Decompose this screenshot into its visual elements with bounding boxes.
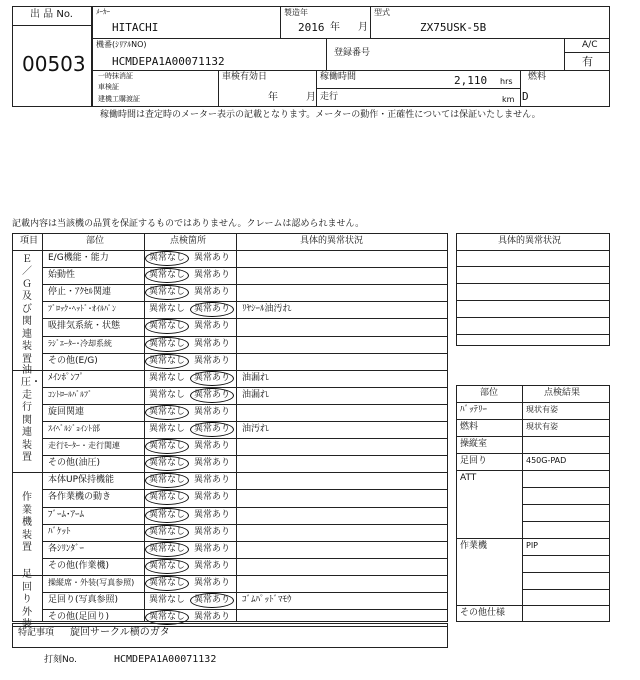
abnormal-selected-circle (190, 371, 234, 386)
grid-line (522, 504, 610, 505)
option-abnormal: 異常あり (194, 270, 231, 281)
grid-line (456, 470, 610, 471)
result-part: ﾊﾞｯﾃﾘｰ (460, 405, 488, 415)
col-header-check: 点検箇所 (170, 236, 207, 246)
result-value: PIP (526, 541, 539, 550)
grid-line (456, 419, 610, 420)
grid-line (42, 318, 448, 319)
option-abnormal: 異常あり (194, 509, 231, 520)
grid-line (42, 541, 448, 542)
inspection-year-unit: 年 (268, 92, 278, 103)
grid-line (42, 267, 448, 268)
part-label: ﾊﾞｹｯﾄ (48, 526, 71, 537)
option-normal: 異常なし (149, 509, 186, 520)
disclaimer-text: 記載内容は当該機の品質を保証するものではありません。クレームは認められません。 (12, 219, 365, 229)
grid-line (42, 507, 448, 508)
normal-selected-circle (145, 337, 189, 352)
grid-line (42, 455, 448, 456)
option-normal: 異常なし (149, 560, 186, 571)
option-normal: 異常なし (149, 253, 186, 263)
grid-line (12, 250, 448, 251)
normal-selected-circle (145, 508, 189, 523)
normal-selected-circle (145, 268, 189, 283)
option-abnormal: 異常あり (194, 560, 231, 571)
result-part: ATT (460, 473, 477, 483)
option-normal: 異常なし (149, 492, 186, 503)
result-value: 450G-PAD (526, 456, 567, 465)
grid-line (42, 353, 448, 354)
construction-machine-cert: 建機工購渡証 (98, 95, 140, 103)
grid-line (42, 301, 448, 302)
grid-line (456, 453, 610, 454)
mileage-unit: km (502, 95, 515, 104)
grid-line (12, 370, 448, 371)
grid-line (42, 336, 448, 337)
option-abnormal: 異常あり (194, 338, 231, 349)
grid-line (456, 605, 610, 606)
option-abnormal: 異常あり (194, 543, 231, 554)
part-label: 走行ﾓｰﾀｰ・走行関連 (48, 441, 120, 451)
serial-label: 機番(ｼﾘｱﾙNO) (96, 40, 147, 49)
grid-line (522, 572, 610, 573)
option-abnormal: 異常あり (194, 595, 231, 605)
grid-line (42, 489, 448, 490)
ac-label: A/C (582, 40, 598, 50)
grid-line (42, 558, 448, 559)
group-title: 油圧・走行関連装置 (21, 364, 41, 464)
grid-line (522, 487, 610, 488)
grid-line (456, 250, 610, 251)
option-abnormal: 異常あり (194, 526, 231, 537)
model-label: 型式 (374, 8, 390, 17)
part-label: 各作業機の動き (48, 492, 112, 503)
option-normal: 異常なし (149, 458, 186, 469)
right-detail-header: 具体的異常状況 (498, 236, 562, 246)
option-normal: 異常なし (149, 304, 186, 315)
abnormal-detail: 油汚れ (242, 424, 270, 434)
part-label: 本体UP保持機能 (48, 475, 115, 486)
grid-line (522, 555, 610, 556)
maker-label: ﾒｰｶｰ (96, 8, 110, 16)
option-abnormal: 異常あり (194, 424, 231, 434)
result-col-result: 点検結果 (544, 388, 581, 398)
lot-label: 出 品 No. (30, 9, 73, 20)
option-abnormal: 異常あり (194, 475, 231, 486)
col-header-part: 部位 (86, 236, 105, 246)
part-label: 停止・ｱｸｾﾙ関連 (48, 287, 112, 298)
option-normal: 異常なし (149, 321, 186, 332)
option-normal: 異常なし (149, 526, 186, 537)
normal-selected-circle (145, 405, 189, 420)
normal-selected-circle (145, 251, 189, 266)
grid-line (522, 521, 610, 522)
abnormal-detail: 油漏れ (242, 389, 270, 400)
grid-line (456, 317, 610, 318)
part-label: ﾌﾞｰﾑ･ｱｰﾑ (48, 509, 85, 520)
col-header-item: 項目 (20, 236, 39, 246)
part-label: その他(油圧) (48, 458, 101, 469)
grid-line (42, 421, 448, 422)
result-value: 現状有姿 (526, 405, 558, 414)
grid-line (456, 402, 610, 403)
normal-selected-circle (145, 542, 189, 557)
grid-line (12, 472, 448, 473)
hours-unit: hrs (500, 77, 513, 86)
abnormal-selected-circle (190, 593, 234, 608)
grid-line (456, 334, 610, 335)
stamp-label: 打刻No. (44, 655, 77, 665)
option-abnormal: 異常あり (194, 372, 231, 383)
normal-selected-circle (145, 354, 189, 369)
part-label: 足回り(写真参照) (48, 595, 119, 605)
grid-line (236, 233, 237, 622)
normal-selected-circle (145, 525, 189, 540)
option-normal: 異常なし (149, 595, 186, 605)
year-unit: 年 (330, 22, 340, 33)
hours-value: 2,110 (454, 74, 488, 87)
grid-line (456, 538, 610, 539)
result-part: 足回り (460, 456, 488, 466)
option-abnormal: 異常あり (194, 253, 231, 263)
abnormal-detail: ｺﾞﾑﾊﾟｯﾄﾞﾏﾓｳ (242, 595, 292, 605)
option-abnormal: 異常あり (194, 287, 231, 298)
ac-value: 有 (582, 55, 593, 68)
grid-line (42, 404, 448, 405)
model-value: ZX75USK-5B (420, 21, 487, 34)
part-label: ｽｲﾍﾞﾙｼﾞｮｲﾝﾄ部 (48, 424, 100, 433)
option-normal: 異常なし (149, 424, 186, 434)
year-value: 2016 (298, 21, 325, 34)
part-label: 各ｼﾘﾝﾀﾞｰ (48, 543, 85, 554)
lot-value: 00503 (22, 52, 86, 76)
part-label: 操縦席・外装(写真参照) (48, 577, 135, 587)
year-label: 製造年 (284, 8, 308, 17)
vehicle-inspection-cert: 車検証 (98, 83, 119, 91)
normal-selected-circle (145, 576, 189, 591)
abnormal-detail: ﾘﾔｼｰﾙ油汚れ (242, 304, 292, 315)
option-normal: 異常なし (149, 338, 186, 349)
col-header-detail: 具体的異常状況 (300, 236, 364, 246)
result-part: 作業機 (460, 541, 488, 551)
option-normal: 異常なし (149, 543, 186, 554)
fuel-value: D (522, 90, 529, 103)
result-part: 操縦室 (460, 439, 488, 449)
grid-line (42, 524, 448, 525)
option-abnormal: 異常あり (194, 389, 231, 400)
option-normal: 異常なし (149, 441, 186, 452)
option-normal: 異常なし (149, 577, 186, 588)
part-label: ﾒｲﾝﾎﾟﾝﾌﾟ (48, 372, 85, 383)
option-normal: 異常なし (149, 372, 186, 383)
part-label: その他(作業機) (48, 560, 110, 571)
serial-value: HCMDEPA1A00071132 (112, 55, 225, 68)
group-title: 作業機装置 (22, 492, 32, 554)
result-part: 燃料 (460, 422, 479, 432)
option-abnormal: 異常あり (194, 304, 231, 315)
option-normal: 異常なし (149, 475, 186, 486)
registration-label: 登録番号 (334, 48, 371, 58)
part-label: ﾌﾞﾛｯｸ･ﾍｯﾄﾞ･ｵｲﾙﾊﾟﾝ (48, 304, 116, 314)
part-label: ｺﾝﾄﾛｰﾙﾊﾞﾙﾌﾞ (48, 389, 92, 399)
inspection-month-unit: 月 (306, 92, 316, 103)
fuel-label: 燃料 (528, 72, 547, 82)
month-unit: 月 (358, 22, 368, 33)
grid-line (522, 589, 610, 590)
option-normal: 異常なし (149, 612, 186, 623)
grid-line (456, 300, 610, 301)
abnormal-detail: 油漏れ (242, 372, 270, 383)
hours-notice: 稼働時間は査定時のメーター表示の記載となります。メーターの動作・正確性については保証いたしません。 (100, 110, 541, 120)
option-normal: 異常なし (149, 389, 186, 400)
option-abnormal: 異常あり (194, 406, 231, 417)
abnormal-selected-circle (190, 388, 234, 403)
normal-selected-circle (145, 439, 189, 454)
grid-line (42, 609, 448, 610)
part-label: 吸排気系統・状態 (48, 321, 121, 332)
grid-line (456, 266, 610, 267)
option-abnormal: 異常あり (194, 321, 231, 332)
option-normal: 異常なし (149, 270, 186, 281)
grid-line (42, 284, 448, 285)
option-abnormal: 異常あり (194, 492, 231, 503)
grid-line (42, 438, 448, 439)
mileage-label: 走行 (320, 92, 339, 102)
option-abnormal: 異常あり (194, 612, 231, 623)
part-label: その他(足回り) (48, 612, 110, 623)
remarks-label: 特記事項 (18, 628, 55, 638)
remarks-value: 旋回サークル横のガタ (70, 627, 170, 638)
result-col-part: 部位 (480, 388, 499, 398)
grid-line (42, 233, 43, 622)
option-normal: 異常なし (149, 355, 186, 366)
abnormal-selected-circle (190, 422, 234, 437)
grid-line (456, 283, 610, 284)
option-abnormal: 異常あり (194, 577, 231, 588)
part-label: 旋回関連 (48, 406, 85, 417)
option-abnormal: 異常あり (194, 355, 231, 366)
part-label: その他(E/G) (48, 355, 98, 366)
option-abnormal: 異常あり (194, 458, 231, 469)
part-label: E/G機能・能力 (48, 253, 109, 263)
stamp-value: HCMDEPA1A00071132 (114, 654, 217, 665)
inspection-date-label: 車検有効日 (222, 72, 268, 82)
grid-line (42, 592, 448, 593)
group-title: 足回り外装 (22, 569, 32, 631)
normal-selected-circle (145, 559, 189, 574)
hours-label: 稼働時間 (320, 72, 357, 82)
result-value: 現状有姿 (526, 422, 558, 431)
grid-line (12, 575, 448, 576)
temp-cancel-cert: 一時抹消証 (98, 72, 133, 80)
part-label: 始動性 (48, 270, 76, 281)
maker-value: HITACHI (112, 21, 159, 34)
result-part: その他仕様 (460, 608, 506, 618)
part-label: ﾗｼﾞｴｰﾀｰ･冷却系統 (48, 338, 112, 348)
option-normal: 異常なし (149, 406, 186, 417)
group-title: Ｅ／Ｇ及び関連装置 (22, 253, 32, 365)
option-abnormal: 異常あり (194, 441, 231, 452)
option-normal: 異常なし (149, 287, 186, 298)
grid-line (42, 387, 448, 388)
grid-line (456, 436, 610, 437)
